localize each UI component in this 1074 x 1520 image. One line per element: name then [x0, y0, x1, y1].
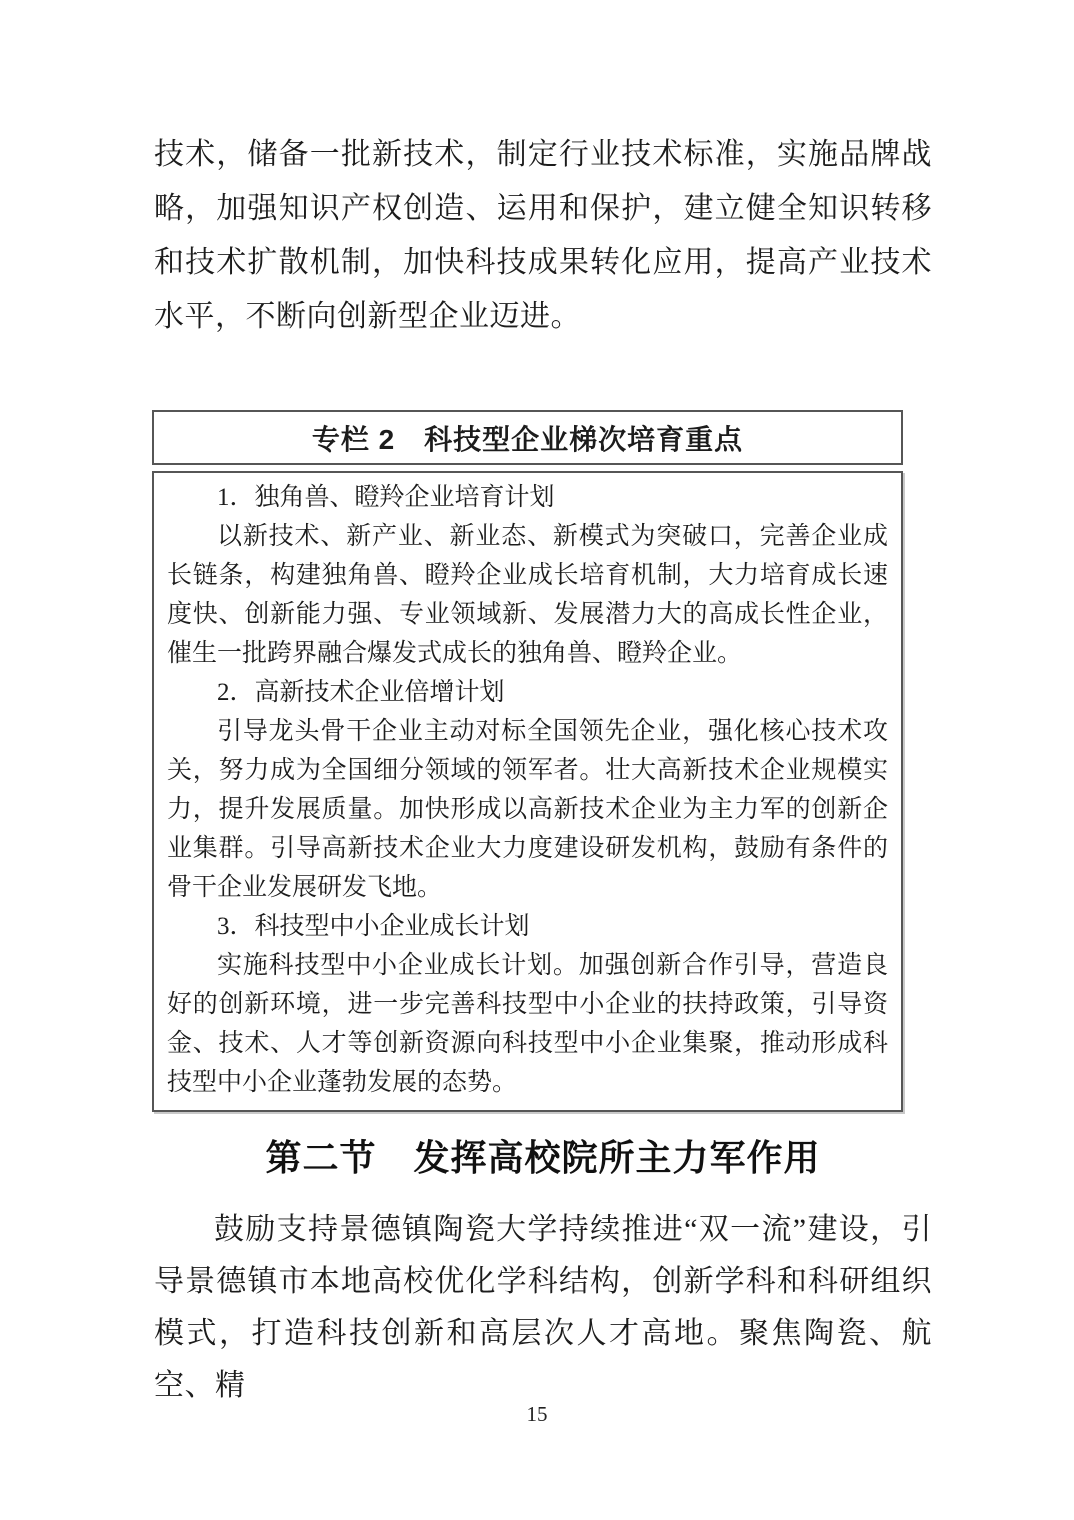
callout-item-2-heading: 2．高新技术企业倍增计划 [217, 679, 505, 706]
section-heading: 第二节 发挥高校院所主力军作用 [265, 1137, 821, 1178]
callout-item-2-body: 引导龙头骨干企业主动对标全国领先企业，强化核心技术攻关，努力成为全国细分领域的领军者。壮大高新技术企业规模实力，提升发展质量。加快形成以高新技术企业为主力军的创新企业集群。引导高新技术企业大力度建设研发机构，鼓励有条件的骨干企业发展研发飞地。 [167, 718, 888, 901]
callout-item-3-heading: 3．科技型中小企业成长计划 [217, 913, 530, 940]
paragraph-continuation: 技术，储备一批新技术，制定行业技术标准，实施品牌战略，加强知识产权创造、运用和保护，建立健全知识转移和技术扩散机制，加快科技成果转化应用，提高产业技术水平，不断向创新型企业迈进。 [154, 138, 932, 333]
callout-item-1-heading: 1．独角兽、瞪羚企业培育计划 [217, 484, 555, 511]
page-number: 15 [526, 1402, 548, 1426]
callout-item-3-body: 实施科技型中小企业成长计划。加强创新合作引导，营造良好的创新环境，进一步完善科技型中小企业的扶持政策，引导资金、技术、人才等创新资源向科技型中小企业集聚，推动形成科技型中小企业蓬勃发展的态势。 [167, 952, 888, 1096]
callout-box-title: 专栏 2 科技型企业梯次培育重点 [152, 410, 903, 465]
paragraph-body: 鼓励支持景德镇陶瓷大学持续推进“双一流”建设，引导景德镇市本地高校优化学科结构，创新学科和科研组织模式，打造科技创新和高层次人才高地。聚焦陶瓷、航空、精 [154, 1213, 932, 1402]
callout-box-body [152, 471, 903, 1112]
callout-item-1-body: 以新技术、新产业、新业态、新模式为突破口，完善企业成长链条，构建独角兽、瞪羚企业成长培育机制，大力培育成长速度快、创新能力强、专业领域新、发展潜力大的高成长性企业，催生一批跨界融合爆发式成长的独角兽、瞪羚企业。 [167, 523, 888, 667]
